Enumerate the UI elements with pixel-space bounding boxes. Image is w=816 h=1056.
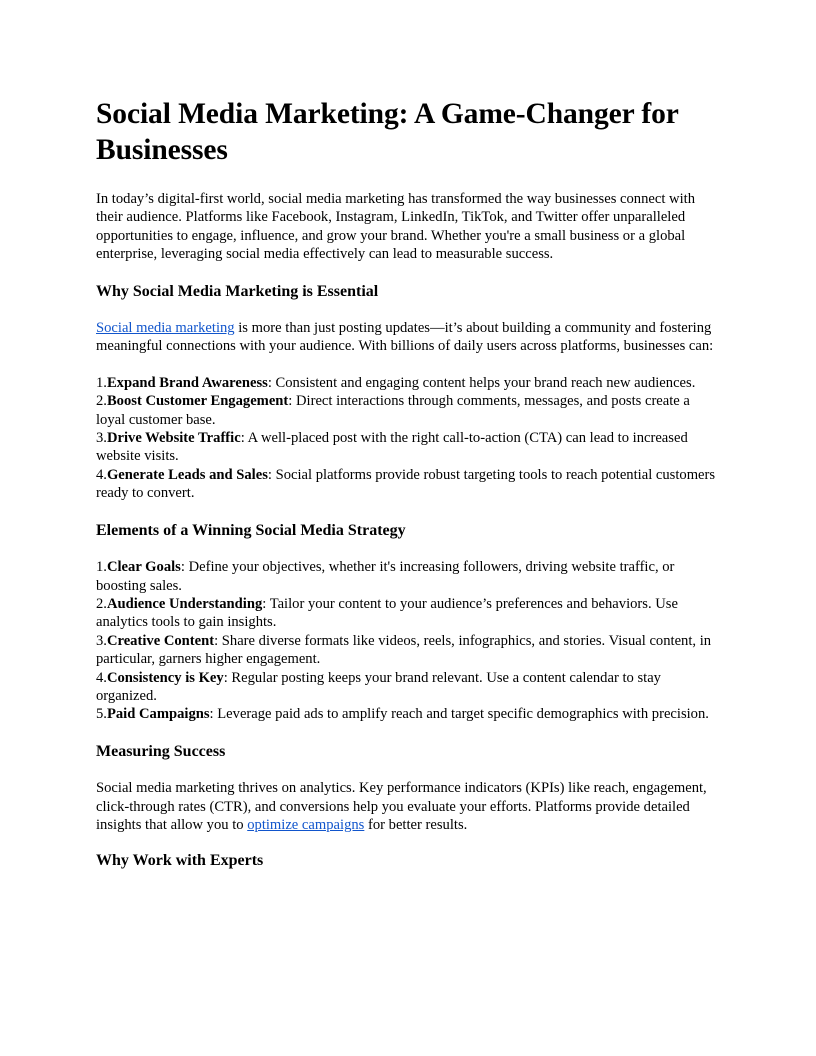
intro-paragraph: In today’s digital-first world, social media marketing has transformed the way businesses connect with their audience. Platforms like Facebook, Instagram, LinkedIn, TikTok, and Twitter offer unparalleled opportunities to engage, influence, and grow your brand. Whether you're a small business or a global enterprise, leveraging social media effectively can lead to measurable success. [96, 191, 696, 263]
social-media-marketing-link[interactable]: Social media marketing [96, 320, 235, 337]
list-item [96, 429, 720, 466]
list-item [96, 392, 720, 429]
optimize-campaigns-link[interactable]: optimize campaigns [247, 816, 365, 833]
list-item-term: Creative Content [106, 632, 215, 649]
list-item [96, 669, 720, 706]
list-item-number: 3. [96, 430, 107, 447]
page-title: Social Media Marketing: A Game-Changer for Businesses [96, 98, 679, 166]
list-item-number: 2. [96, 393, 107, 410]
list-item-description: : A well-placed post with the right call-to-action (CTA) can lead to increased website visits. [96, 430, 688, 465]
list-item-description: : Consistent and engaging content helps your brand reach new audiences. [267, 374, 696, 391]
strategy-list [96, 558, 720, 724]
list-item [96, 374, 720, 392]
section-heading-strategy: Elements of a Winning Social Media Strategy [96, 521, 406, 539]
list-item [96, 705, 720, 723]
why-essential-paragraph [96, 319, 720, 356]
list-item-term: Boost Customer Engagement [106, 393, 289, 410]
list-item-description: : Social platforms provide robust targeting tools to reach potential customers ready to convert. [96, 466, 716, 502]
list-item-number: 5. [96, 706, 107, 723]
why-essential-paragraph-text: is more than just posting updates—it’s about building a community and fostering meaningful connections with your audience. With billions of daily users across platforms, businesses can: [96, 320, 714, 355]
list-item-number: 1. [96, 374, 107, 391]
list-item-number: 2. [96, 595, 107, 612]
measuring-success-text-end: for better results. [364, 816, 468, 833]
section-heading-measuring-success: Measuring Success [96, 742, 226, 760]
measuring-success-paragraph [96, 779, 720, 834]
list-item-description: : Regular posting keeps your brand relevant. Use a content calendar to stay organized. [96, 669, 661, 704]
list-item-term: Audience Understanding [106, 595, 263, 612]
section-heading-why-essential: Why Social Media Marketing is Essential [96, 282, 379, 300]
list-item-term: Expand Brand Awareness [106, 374, 268, 391]
list-item [96, 558, 720, 595]
list-item-term: Paid Campaigns [106, 706, 210, 723]
list-item-description: : Leverage paid ads to amplify reach and target specific demographics with precision. [209, 706, 709, 723]
list-item-number: 3. [96, 632, 107, 649]
section-heading-work-with-experts: Why Work with Experts [96, 852, 264, 870]
list-item-description: : Tailor your content to your audience’s preferences and behaviors. Use analytics tools to gain insights. [96, 595, 678, 631]
list-item-description: : Direct interactions through comments, messages, and posts create a loyal customer base. [96, 393, 690, 428]
list-item-description: : Define your objectives, whether it's increasing followers, driving website traffic, or boosting sales. [96, 559, 675, 594]
list-item-description: : Share diverse formats like videos, reels, infographics, and stories. Visual content, in particular, garners higher engagement. [96, 632, 712, 668]
list-item-number: 4. [96, 466, 107, 483]
list-item [96, 466, 720, 503]
list-item-term: Drive Website Traffic [106, 430, 241, 447]
list-item-number: 1. [96, 559, 107, 576]
measuring-success-text-start: Social media marketing thrives on analytics. Key performance indicators (KPIs) like reach, engagement, click-through rates (CTR), and conversions help you evaluate your efforts. Platforms provide detailed insights that allow you to [96, 780, 707, 833]
list-item-number: 4. [96, 669, 107, 686]
list-item-term: Generate Leads and Sales [106, 466, 268, 483]
benefits-list [96, 374, 720, 503]
list-item-term: Clear Goals [106, 559, 181, 576]
list-item [96, 632, 720, 669]
list-item [96, 595, 720, 632]
list-item-term: Consistency is Key [106, 669, 224, 686]
